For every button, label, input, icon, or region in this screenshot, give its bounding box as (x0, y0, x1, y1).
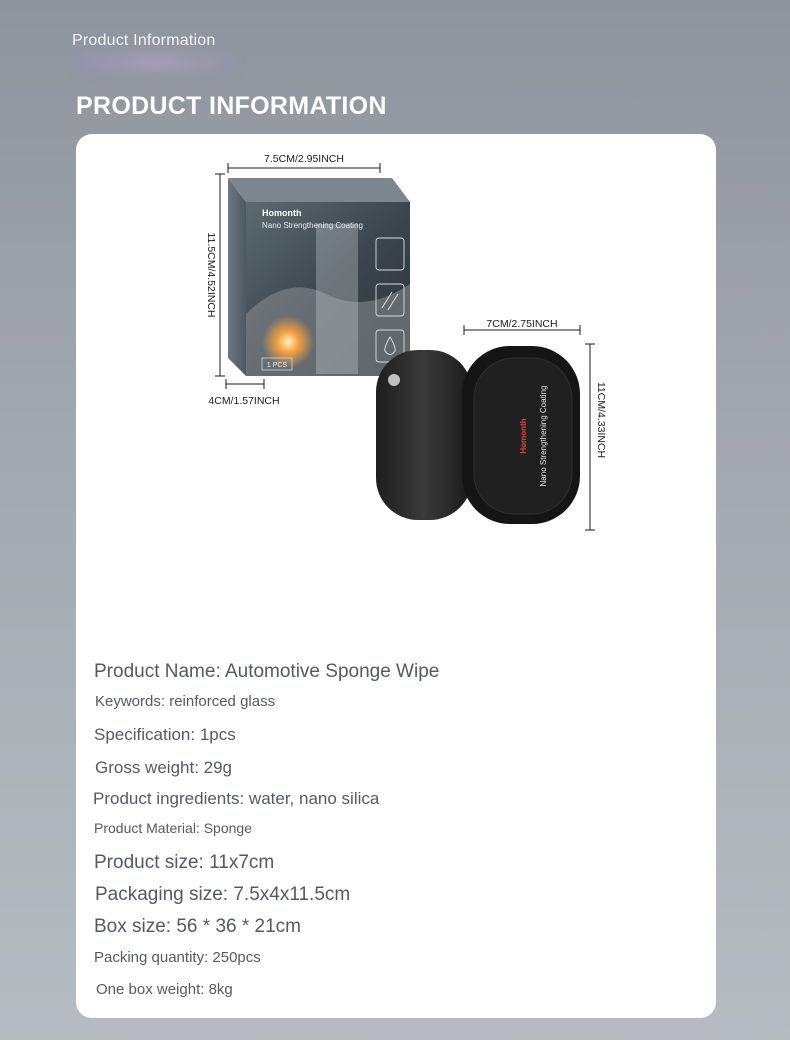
box-width-dimension (228, 153, 380, 173)
sponge-applicator (376, 346, 580, 524)
box-width-label: 7.5CM/2.95INCH (264, 153, 344, 165)
sponge-height-label: 11CM/4.33INCH (595, 381, 607, 459)
spec-ingredients: Product ingredients: water, nano silica (93, 789, 380, 808)
sponge-height-dimension (585, 344, 607, 530)
spec-product-size: Product size: 11x7cm (94, 852, 275, 873)
sponge-width-dimension (464, 318, 580, 335)
box-height-label: 11.5CM/4.52INCH (205, 232, 217, 318)
spec-product-name: Product Name: Automotive Sponge Wipe (94, 661, 440, 682)
sponge-brand: Homonth (519, 418, 528, 454)
spec-box-weight: One box weight: 8kg (96, 981, 233, 998)
page-small-title: Product Information (72, 32, 216, 49)
packaging-box (228, 178, 410, 376)
title-reflection (76, 52, 236, 72)
sponge-width-label: 7CM/2.75INCH (486, 318, 558, 330)
section-heading: PRODUCT INFORMATION (76, 92, 387, 120)
sponge-label: Nano Strengthening Coating (539, 385, 548, 487)
box-height-dimension (205, 174, 225, 376)
box-subtitle: Nano Strengthening Coating (262, 221, 363, 230)
spec-specification: Specification: 1pcs (94, 725, 236, 744)
spec-gross-weight: Gross weight: 29g (95, 758, 233, 777)
spec-keywords: Keywords: reinforced glass (95, 693, 276, 710)
spec-packing-quantity: Packing quantity: 250pcs (94, 949, 261, 966)
box-brand: Homonth (262, 208, 302, 218)
product-image (196, 144, 616, 544)
spec-material: Product Material: Sponge (94, 820, 252, 836)
box-depth-dimension (208, 379, 279, 407)
box-count: 1 PCS (266, 362, 288, 369)
spec-packaging-size: Packaging size: 7.5x4x11.5cm (95, 884, 351, 905)
spec-box-size: Box size: 56 * 36 * 21cm (94, 916, 301, 937)
box-depth-label: 4CM/1.57INCH (208, 395, 280, 407)
